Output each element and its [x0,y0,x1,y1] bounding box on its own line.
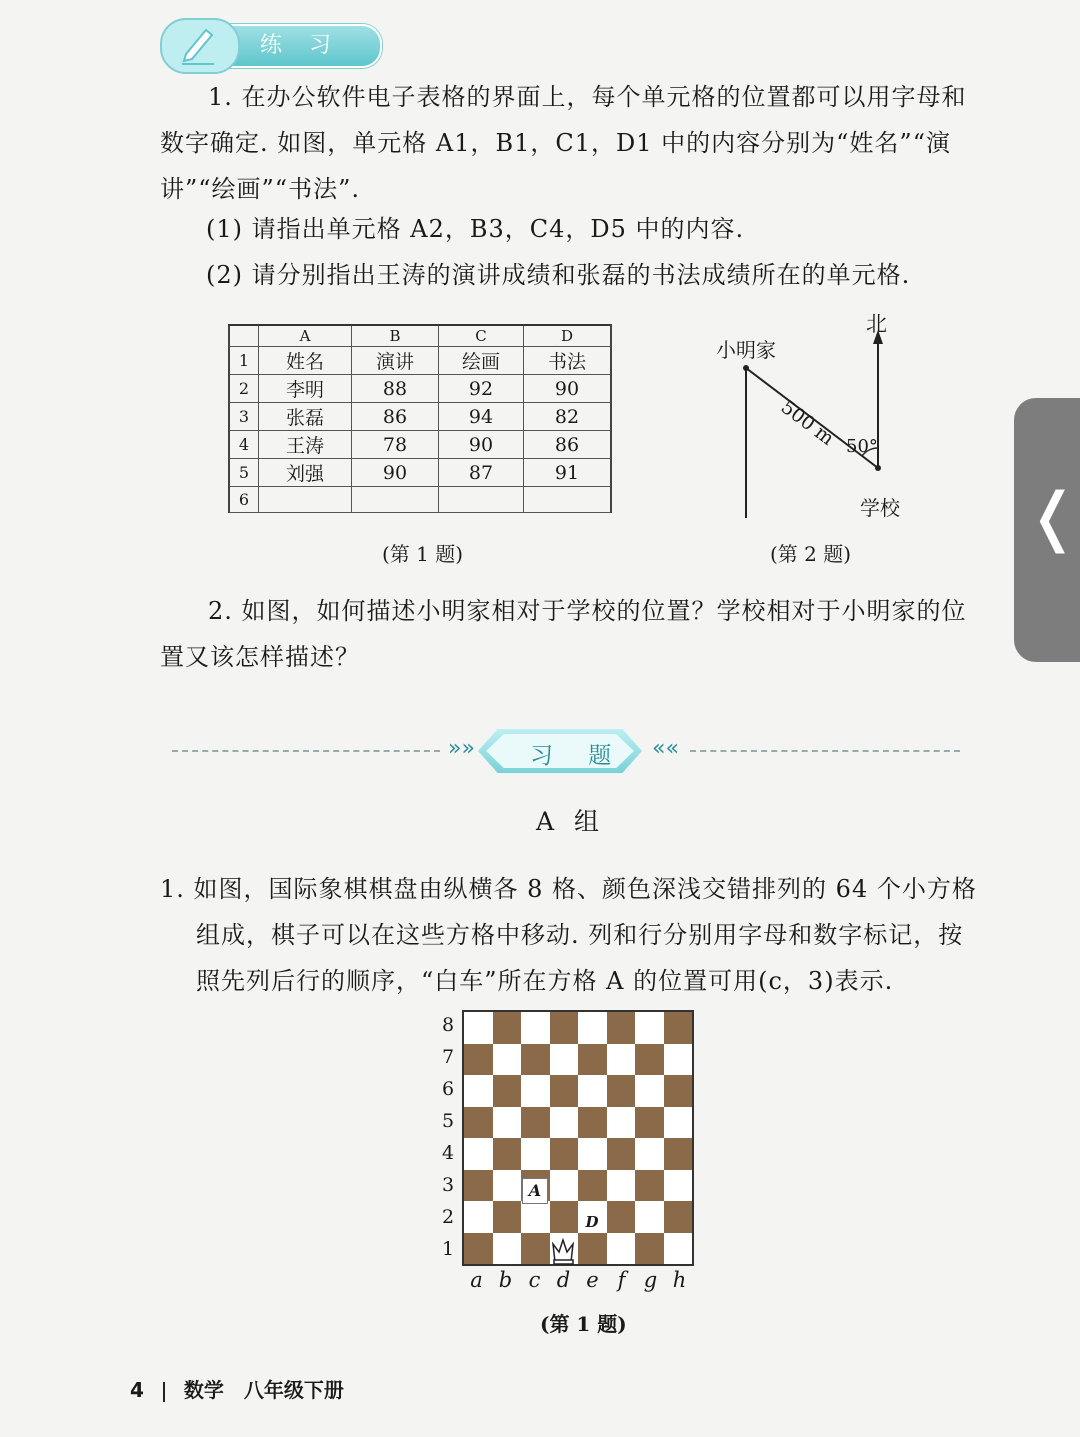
chess-square [550,1075,579,1107]
file-label: h [672,1268,687,1292]
north-label: 北 [866,312,887,336]
chess-square [607,1233,636,1265]
distance-label: 500 m [776,396,839,450]
rank-label: 4 [441,1142,455,1164]
row-index: 2 [229,375,259,403]
chess-square [493,1044,522,1076]
chess-square [635,1233,664,1265]
chess-square [578,1170,607,1202]
white-queen-icon [549,1236,578,1266]
chess-square [521,1044,550,1076]
chess-square [664,1044,693,1076]
table-row [229,375,611,403]
row-index: 6 [229,487,259,513]
cell: 王涛 [259,431,352,459]
row-index: 5 [229,459,259,487]
rank-label: 1 [441,1238,455,1260]
chess-square [635,1170,664,1202]
practice-q1-sub2: (2) 请分别指出王涛的演讲成绩和张磊的书法成绩所在的单元格. [206,261,911,289]
chess-square [664,1075,693,1107]
cell: 94 [439,403,524,431]
divider-right [690,750,960,752]
rank-label: 3 [441,1174,455,1196]
chess-caption: (第 1 题) [540,1312,627,1336]
file-label: a [470,1268,483,1292]
chess-square [521,1138,550,1170]
chess-square [664,1138,693,1170]
cell: 86 [524,431,612,459]
divider-left [172,750,440,752]
chess-square [578,1233,607,1265]
chess-square [464,1075,493,1107]
chess-square [578,1075,607,1107]
school-point [875,465,881,471]
row-index: 3 [229,403,259,431]
chess-square [635,1201,664,1233]
chess-square [607,1107,636,1139]
file-label: g [643,1268,658,1292]
table-row [229,487,611,513]
white-rook-icon [522,1178,548,1204]
chess-square [635,1012,664,1044]
col-header-d: D [524,325,612,347]
practice-q1-text: 1. 在办公软件电子表格的界面上，每个单元格的位置都可以用字母和数字确定. 如图，单元格 A1，B1，C1，D1 中的内容分别为“姓名”“演讲”“绘画”“书法”. [160,83,967,203]
chess-square [550,1107,579,1139]
chess-square [464,1233,493,1265]
chess-square [493,1107,522,1139]
home-label: 小明家 [716,338,776,362]
chess-square [521,1233,550,1265]
col-header-a: A [259,325,352,347]
file-label: c [528,1268,541,1292]
book-title: 数学 八年级下册 [183,1378,344,1402]
page-footer [130,1374,344,1403]
chess-square [664,1107,693,1139]
chess-square [635,1138,664,1170]
school-label: 学校 [860,496,900,520]
chess-square [550,1170,579,1202]
figure2-caption: (第 2 题) [770,542,852,566]
chess-square [521,1075,550,1107]
table-row [229,403,611,431]
cell: 90 [439,431,524,459]
exercise-q1-text: 1. 如图，国际象棋棋盘由纵横各 8 格、颜色深浅交错排列的 64 个小方格组成，棋子可以在这些方格中移动. 列和行分别用字母和数字标记，按照先列后行的顺序，“白车”所在方格 A 的位置可用(c，3)表示. [160,875,977,995]
cell: 张磊 [259,403,352,431]
spreadsheet-header-row [229,325,611,347]
chess-square [607,1170,636,1202]
col-header-b: B [352,325,439,347]
row-index: 1 [229,347,259,375]
rank-label: 8 [441,1014,455,1036]
footer-divider [163,1382,165,1402]
cell: 90 [524,375,612,403]
cell: 86 [352,403,439,431]
chess-square [664,1170,693,1202]
cell: 绘画 [439,347,524,375]
chess-board [462,1010,694,1266]
chess-square [493,1012,522,1044]
chess-square [550,1044,579,1076]
chess-square [607,1044,636,1076]
chess-square [607,1201,636,1233]
chess-square [635,1044,664,1076]
marker-d: D [585,1213,599,1231]
chess-square [578,1107,607,1139]
chess-square [664,1233,693,1265]
chess-square [607,1138,636,1170]
chevron-left-icon: «« [652,736,679,761]
file-label: d [556,1268,571,1292]
rank-label: 6 [441,1078,455,1100]
cell [439,487,524,513]
cell [259,487,352,513]
table-row [229,459,611,487]
chess-square [550,1201,579,1233]
home-point [743,365,749,371]
cell: 88 [352,375,439,403]
figure1-caption: (第 1 题) [382,542,464,566]
chess-square [493,1075,522,1107]
cell: 78 [352,431,439,459]
pencil-icon [178,22,218,66]
table-row [229,347,611,375]
row-index: 4 [229,431,259,459]
file-label: b [498,1268,513,1292]
chess-square [464,1138,493,1170]
chess-square [493,1201,522,1233]
table-row [229,431,611,459]
cell: 演讲 [352,347,439,375]
chess-square [664,1201,693,1233]
cell: 李明 [259,375,352,403]
cell [524,487,612,513]
rank-label: 5 [441,1110,455,1132]
chess-square [464,1170,493,1202]
file-label: f [617,1268,626,1292]
page-number: 4 [130,1378,144,1402]
cell: 刘强 [259,459,352,487]
rank-label: 2 [441,1206,455,1228]
cell: 82 [524,403,612,431]
cell [352,487,439,513]
chevron-right-icon: »» [448,736,475,761]
cell: 书法 [524,347,612,375]
marker-a: A [528,1181,542,1200]
chess-square [493,1170,522,1202]
chess-square [607,1075,636,1107]
chess-square [550,1138,579,1170]
chess-square [521,1012,550,1044]
chevron-left-icon[interactable]: ❬ [1026,480,1080,554]
cell: 姓名 [259,347,352,375]
chess-square [493,1233,522,1265]
practice-section-badge [160,20,382,68]
chess-square [635,1107,664,1139]
chess-square [578,1044,607,1076]
chess-square [664,1012,693,1044]
cell: 87 [439,459,524,487]
chess-square [578,1012,607,1044]
chess-square [464,1012,493,1044]
cell: 92 [439,375,524,403]
practice-q2-text: 2. 如图，如何描述小明家相对于学校的位置？学校相对于小明家的位置又该怎样描述？ [160,597,967,671]
chess-square [607,1012,636,1044]
exercises-badge-label: 习 题 [530,743,626,769]
angle-label: 50° [846,436,878,457]
rank-label: 7 [441,1046,455,1068]
file-label: e [586,1268,599,1292]
chess-square [464,1107,493,1139]
chess-square [464,1201,493,1233]
chess-square [635,1075,664,1107]
spreadsheet-figure [228,324,612,513]
group-heading: A 组 [536,807,606,836]
chess-square [464,1044,493,1076]
chess-square [521,1201,550,1233]
chess-square [521,1107,550,1139]
cell: 90 [352,459,439,487]
practice-badge-label: 练 习 [260,33,341,58]
chess-square [550,1012,579,1044]
col-header-c: C [439,325,524,347]
chess-square [493,1138,522,1170]
chess-square [578,1138,607,1170]
practice-q1-sub1: (1) 请指出单元格 A2，B3，C4，D5 中的内容. [206,215,745,243]
cell: 91 [524,459,612,487]
corner-cell [229,325,259,347]
